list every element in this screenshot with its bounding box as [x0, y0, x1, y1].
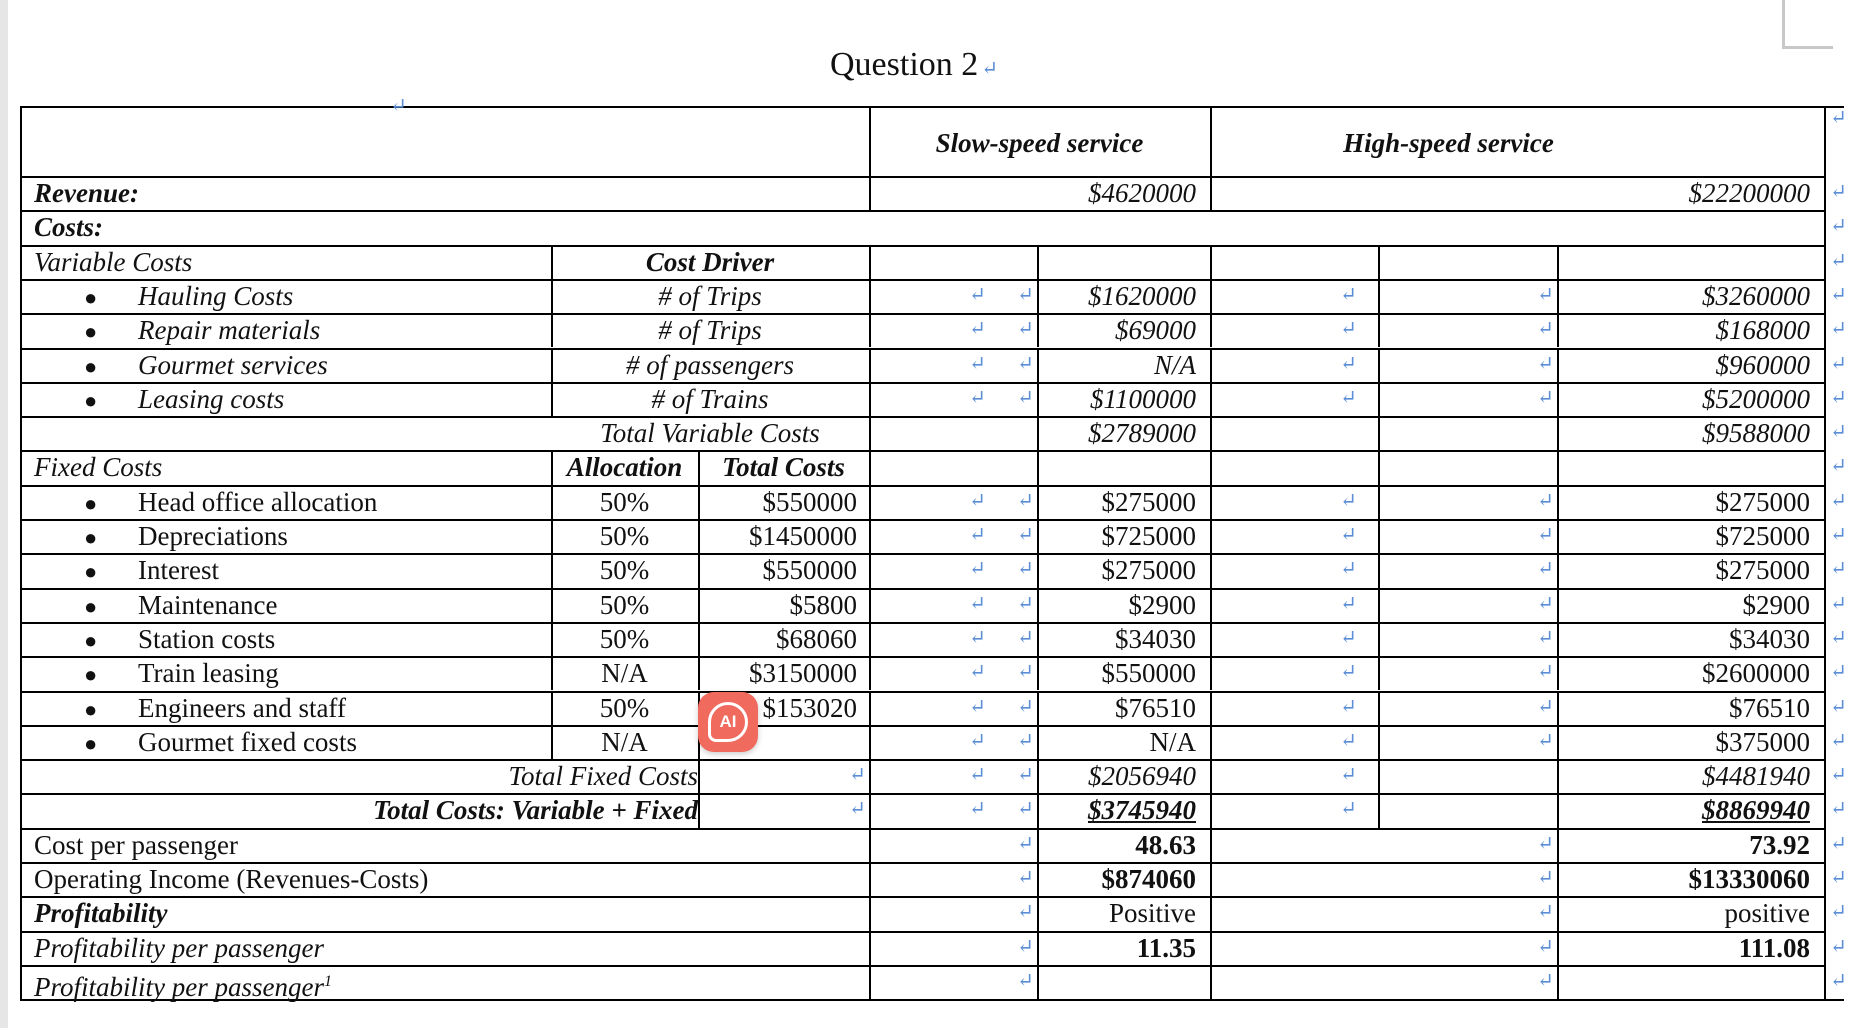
- summary-label: Profitability per passenger: [34, 932, 324, 963]
- cost-driver: # of passengers: [626, 349, 794, 380]
- column-divider: [1557, 450, 1559, 484]
- cell-marker-icon: ↵: [1017, 352, 1034, 375]
- cost-table: [20, 95, 1847, 1002]
- cell-marker-icon: ↵: [1830, 592, 1847, 615]
- column-divider: [1210, 896, 1212, 930]
- column-divider: [1210, 279, 1212, 313]
- cell-marker-icon: ↵: [1340, 386, 1357, 409]
- cell-marker-icon: ↵: [969, 352, 986, 375]
- cell-marker-icon: ↵: [1340, 592, 1357, 615]
- column-divider: [1378, 793, 1380, 827]
- cell-marker-icon: ↵: [390, 95, 407, 117]
- document-left-margin: [0, 0, 8, 1028]
- allocation: N/A: [601, 726, 648, 757]
- cost-driver: # of Trips: [658, 315, 762, 346]
- allocation: N/A: [601, 658, 648, 689]
- variable-cost-slow: $1100000: [1090, 383, 1196, 414]
- column-divider: [1378, 348, 1380, 382]
- cell-marker-icon: ↵: [1830, 764, 1847, 787]
- fixed-costs-label: Fixed Costs: [34, 452, 163, 483]
- page-corner-mark: [1782, 0, 1833, 49]
- fixed-cost-name: Gourmet fixed costs: [138, 726, 357, 757]
- cell-marker-icon: ↵: [1017, 832, 1034, 855]
- fixed-cost-high: $2900: [1742, 589, 1810, 620]
- column-divider: [1210, 656, 1212, 690]
- variable-cost-name: Repair materials: [138, 315, 321, 346]
- variable-cost-slow: $69000: [1115, 315, 1196, 346]
- cell-marker-icon: ↵: [1340, 283, 1357, 306]
- bullet-icon: ●: [84, 284, 98, 310]
- column-header-slow: Slow-speed service: [935, 128, 1144, 158]
- revenue-label: Revenue:: [34, 178, 139, 208]
- column-divider: [869, 348, 871, 382]
- column-divider: [1210, 828, 1212, 862]
- cell-marker-icon: ↵: [1830, 832, 1847, 855]
- column-divider: [869, 279, 871, 313]
- variable-cost-name: Leasing costs: [138, 383, 285, 414]
- fixed-cost-slow: $550000: [1101, 658, 1196, 689]
- column-divider: [869, 793, 871, 827]
- cell-marker-icon: ↵: [1537, 729, 1554, 752]
- cell-marker-icon: ↵: [1830, 181, 1847, 203]
- cell-marker-icon: ↵: [969, 798, 986, 821]
- summary-slow: Positive: [1108, 898, 1196, 929]
- cell-marker-icon: ↵: [969, 558, 986, 581]
- column-divider: [1378, 553, 1380, 587]
- cell-marker-icon: ↵: [1017, 558, 1034, 581]
- fixed-cost-slow: $275000: [1101, 555, 1196, 586]
- cell-marker-icon: ↵: [1017, 764, 1034, 787]
- column-divider: [869, 656, 871, 690]
- fixed-cost-slow: $76510: [1115, 692, 1196, 723]
- cell-marker-icon: ↵: [1830, 524, 1847, 546]
- table-border-right: [1824, 106, 1826, 1001]
- fixed-cost-slow: $2900: [1128, 589, 1196, 620]
- total-costs-high: $8869940: [1702, 795, 1810, 826]
- cell-marker-icon: ↵: [1830, 352, 1847, 375]
- column-divider: [1210, 519, 1212, 553]
- total-fixed-label: Total Fixed Costs: [508, 761, 698, 792]
- variable-cost-high: $960000: [1715, 349, 1810, 380]
- column-divider: [869, 896, 871, 930]
- cell-marker-icon: ↵: [1340, 695, 1357, 718]
- column-divider: [1210, 450, 1212, 484]
- column-divider: [698, 759, 700, 793]
- cell-marker-icon: ↵: [1830, 935, 1847, 958]
- column-divider: [1557, 245, 1559, 279]
- column-divider: [1378, 691, 1380, 725]
- allocation: 50%: [599, 486, 650, 517]
- summary-label: Profitability: [34, 898, 168, 929]
- cell-marker-icon: ↵: [1340, 524, 1357, 546]
- column-divider: [1210, 348, 1212, 382]
- fixed-cost-high: $34030: [1729, 623, 1810, 654]
- allocation: 50%: [599, 589, 650, 620]
- cell-marker-icon: ↵: [1340, 729, 1357, 752]
- fixed-cost-slow: $34030: [1115, 623, 1196, 654]
- cell-marker-icon: ↵: [1830, 626, 1847, 649]
- fixed-cost-name: Station costs: [138, 623, 276, 654]
- column-divider: [1378, 279, 1380, 313]
- fixed-cost-high: $76510: [1729, 692, 1810, 723]
- cell-marker-icon: ↵: [849, 798, 866, 821]
- page-title: Question 2 ↵: [830, 46, 999, 83]
- bullet-icon: ●: [84, 353, 98, 379]
- cell-marker-icon: ↵: [1017, 524, 1034, 546]
- cell-marker-icon: ↵: [1537, 352, 1554, 375]
- column-divider: [869, 588, 871, 622]
- column-divider: [1378, 416, 1380, 450]
- variable-cost-high: $3260000: [1702, 280, 1810, 311]
- return-mark: ↵: [981, 58, 999, 80]
- allocation: 50%: [599, 623, 650, 654]
- cell-marker-icon: ↵: [1017, 969, 1034, 992]
- total-costs-slow: $3745940: [1088, 795, 1196, 826]
- bullet-icon: ●: [84, 490, 98, 516]
- cell-marker-icon: ↵: [1830, 558, 1847, 581]
- variable-costs-label: Variable Costs: [34, 246, 193, 277]
- summary-label: Profitability per passenger$^1$: [34, 971, 332, 1002]
- cell-marker-icon: ↵: [1340, 764, 1357, 787]
- variable-cost-name: Gourmet services: [138, 349, 328, 380]
- bullet-icon: ●: [84, 662, 98, 688]
- column-divider: [1210, 965, 1212, 999]
- fixed-cost-name: Interest: [138, 555, 219, 586]
- column-divider: [869, 553, 871, 587]
- summary-slow: $874060: [1101, 864, 1196, 894]
- column-divider: [1210, 793, 1212, 827]
- column-divider: [1210, 622, 1212, 656]
- cell-marker-icon: ↵: [1537, 832, 1554, 855]
- fixed-cost-total: $550000: [762, 555, 857, 586]
- cell-marker-icon: ↵: [1017, 729, 1034, 752]
- column-divider: [1378, 485, 1380, 519]
- column-divider: [869, 485, 871, 519]
- fixed-cost-high: $725000: [1715, 521, 1810, 551]
- table-border-top: [20, 106, 1844, 108]
- bullet-icon: ●: [84, 593, 98, 619]
- allocation: 50%: [599, 521, 650, 551]
- bullet-icon: ●: [84, 627, 98, 653]
- fixed-cost-total: $1450000: [749, 521, 857, 551]
- cell-marker-icon: ↵: [969, 592, 986, 615]
- cell-marker-icon: ↵: [969, 626, 986, 649]
- cell-marker-icon: ↵: [1340, 798, 1357, 821]
- allocation: 50%: [599, 555, 650, 586]
- cell-marker-icon: ↵: [1537, 524, 1554, 546]
- cell-marker-icon: ↵: [1017, 798, 1034, 821]
- cell-marker-icon: ↵: [1017, 935, 1034, 958]
- fixed-cost-high: $2600000: [1702, 658, 1810, 689]
- column-divider: [1378, 725, 1380, 759]
- cell-marker-icon: ↵: [849, 764, 866, 787]
- ai-icon: AI: [708, 702, 748, 742]
- cost-driver-header: Cost Driver: [645, 246, 775, 277]
- cell-marker-icon: ↵: [1340, 352, 1357, 375]
- column-header-high: High-speed service: [1343, 128, 1554, 158]
- fixed-cost-high: $275000: [1715, 486, 1810, 517]
- allocation-header: Allocation: [566, 452, 683, 483]
- costs-label: Costs:: [34, 212, 104, 243]
- cell-marker-icon: ↵: [969, 695, 986, 718]
- cell-marker-icon: ↵: [1830, 421, 1847, 444]
- cell-marker-icon: ↵: [1340, 626, 1357, 649]
- bullet-icon: ●: [84, 696, 98, 722]
- variable-cost-high: $5200000: [1702, 383, 1810, 414]
- column-divider: [1378, 622, 1380, 656]
- column-divider: [1210, 416, 1212, 450]
- cell-marker-icon: ↵: [1830, 318, 1847, 341]
- bullet-icon: ●: [84, 319, 98, 345]
- column-divider: [1378, 245, 1380, 279]
- cell-marker-icon: ↵: [1830, 798, 1847, 821]
- revenue-high: $22200000: [1688, 178, 1810, 208]
- column-divider: [1037, 965, 1039, 999]
- column-divider: [869, 450, 871, 484]
- column-divider: [698, 793, 700, 827]
- cell-marker-icon: ↵: [1017, 867, 1034, 889]
- fixed-cost-name: Train leasing: [138, 658, 279, 689]
- total-variable-slow: $2789000: [1088, 418, 1196, 449]
- cell-marker-icon: ↵: [969, 386, 986, 409]
- column-divider: [869, 382, 871, 416]
- column-divider: [1210, 382, 1212, 416]
- cell-marker-icon: ↵: [1537, 867, 1554, 889]
- bullet-icon: ●: [84, 559, 98, 585]
- total-variable-label: Total Variable Costs: [600, 418, 820, 449]
- cell-marker-icon: ↵: [1017, 489, 1034, 512]
- column-divider: [869, 965, 871, 999]
- column-divider: [1378, 382, 1380, 416]
- summary-label: Operating Income (Revenues-Costs): [34, 864, 429, 894]
- cell-marker-icon: ↵: [1017, 695, 1034, 718]
- column-divider: [869, 725, 871, 759]
- cell-marker-icon: ↵: [969, 764, 986, 787]
- cell-marker-icon: ↵: [1830, 455, 1847, 478]
- cell-marker-icon: ↵: [1017, 626, 1034, 649]
- bullet-icon: ●: [84, 730, 98, 756]
- cell-marker-icon: ↵: [969, 489, 986, 512]
- bullet-icon: ●: [84, 525, 98, 550]
- cell-marker-icon: ↵: [1017, 283, 1034, 306]
- cell-marker-icon: ↵: [1537, 558, 1554, 581]
- cell-marker-icon: ↵: [1830, 661, 1847, 684]
- column-divider: [869, 245, 871, 279]
- summary-high: 73.92: [1749, 829, 1810, 860]
- column-divider: [1378, 588, 1380, 622]
- fixed-cost-slow: N/A: [1149, 726, 1196, 757]
- cell-marker-icon: ↵: [969, 661, 986, 684]
- cell-marker-icon: ↵: [1830, 867, 1847, 889]
- cost-driver: # of Trains: [651, 383, 769, 414]
- cell-marker-icon: ↵: [1017, 386, 1034, 409]
- fixed-cost-name: Maintenance: [138, 589, 278, 620]
- cell-marker-icon: ↵: [1017, 318, 1034, 341]
- cell-marker-icon: ↵: [1830, 489, 1847, 512]
- ai-assistant-button[interactable]: [698, 692, 758, 752]
- cell-marker-icon: ↵: [1340, 558, 1357, 581]
- column-divider: [1378, 450, 1380, 484]
- row-divider: [20, 416, 1824, 418]
- cell-marker-icon: ↵: [1830, 386, 1847, 409]
- fixed-cost-total: $68060: [776, 623, 857, 654]
- cell-marker-icon: ↵: [1830, 695, 1847, 718]
- fixed-cost-total: $3150000: [749, 658, 857, 689]
- fixed-cost-total: $550000: [762, 486, 857, 517]
- column-divider: [869, 828, 871, 862]
- cell-marker-icon: ↵: [1830, 215, 1847, 238]
- variable-cost-slow: $1620000: [1088, 280, 1196, 311]
- column-divider: [1210, 862, 1212, 896]
- cell-marker-icon: ↵: [1017, 661, 1034, 684]
- summary-slow: 48.63: [1135, 829, 1196, 860]
- cell-marker-icon: ↵: [1830, 283, 1847, 306]
- cell-marker-icon: ↵: [969, 524, 986, 546]
- column-divider: [1210, 245, 1212, 279]
- cell-marker-icon: ↵: [1830, 107, 1847, 129]
- cell-marker-icon: ↵: [1537, 969, 1554, 992]
- cell-marker-icon: ↵: [1537, 592, 1554, 615]
- cell-marker-icon: ↵: [1017, 592, 1034, 615]
- cell-marker-icon: ↵: [1537, 626, 1554, 649]
- cell-marker-icon: ↵: [1830, 901, 1847, 924]
- summary-label: Cost per passenger: [34, 829, 238, 860]
- column-divider: [869, 691, 871, 725]
- cell-marker-icon: ↵: [969, 318, 986, 341]
- column-divider: [1210, 588, 1212, 622]
- cell-marker-icon: ↵: [1340, 661, 1357, 684]
- column-divider: [869, 931, 871, 965]
- total-costs-header: Total Costs: [722, 452, 845, 483]
- column-divider: [1210, 485, 1212, 519]
- cell-marker-icon: ↵: [1537, 661, 1554, 684]
- column-divider: [1378, 759, 1380, 793]
- column-divider: [869, 519, 871, 553]
- cell-marker-icon: ↵: [1830, 969, 1847, 992]
- cell-marker-icon: ↵: [969, 729, 986, 752]
- total-variable-high: $9588000: [1702, 418, 1810, 449]
- column-divider: [1210, 725, 1212, 759]
- cell-marker-icon: ↵: [1537, 386, 1554, 409]
- cell-marker-icon: ↵: [1537, 318, 1554, 341]
- cell-marker-icon: ↵: [1340, 318, 1357, 341]
- fixed-cost-name: Engineers and staff: [138, 692, 346, 723]
- summary-high: 111.08: [1738, 932, 1810, 963]
- allocation: 50%: [599, 692, 650, 723]
- summary-slow: 11.35: [1136, 932, 1196, 963]
- cell-marker-icon: ↵: [1830, 249, 1847, 272]
- summary-high: $13330060: [1688, 864, 1810, 894]
- column-divider: [869, 759, 871, 793]
- total-fixed-slow: $2056940: [1088, 761, 1196, 792]
- column-divider: [1037, 450, 1039, 484]
- cell-marker-icon: ↵: [1017, 901, 1034, 924]
- column-divider: [1210, 313, 1212, 347]
- fixed-cost-total: $5800: [789, 589, 857, 620]
- fixed-cost-name: Head office allocation: [138, 486, 378, 517]
- column-divider: [1378, 656, 1380, 690]
- variable-cost-name: Hauling Costs: [138, 280, 294, 311]
- column-divider: [869, 622, 871, 656]
- column-divider: [1037, 245, 1039, 279]
- total-costs-label: Total Costs: Variable + Fixed: [373, 795, 698, 826]
- revenue-slow: $4620000: [1088, 178, 1196, 208]
- column-divider: [1378, 313, 1380, 347]
- fixed-cost-slow: $275000: [1101, 486, 1196, 517]
- column-divider: [1210, 553, 1212, 587]
- variable-cost-slow: N/A: [1153, 349, 1196, 380]
- cell-marker-icon: ↵: [1340, 489, 1357, 512]
- fixed-cost-total: $153020: [762, 692, 857, 723]
- column-divider: [869, 862, 871, 896]
- cell-marker-icon: ↵: [1537, 489, 1554, 512]
- cell-marker-icon: ↵: [1830, 729, 1847, 752]
- fixed-cost-high: $375000: [1715, 726, 1810, 757]
- total-fixed-high: $4481940: [1702, 761, 1810, 792]
- column-divider: [1210, 759, 1212, 793]
- cost-driver: # of Trips: [658, 280, 762, 311]
- column-divider: [1378, 519, 1380, 553]
- variable-cost-high: $168000: [1715, 315, 1810, 346]
- cell-marker-icon: ↵: [1537, 695, 1554, 718]
- cell-marker-icon: ↵: [1537, 901, 1554, 924]
- summary-high: positive: [1724, 898, 1810, 929]
- column-divider: [1210, 931, 1212, 965]
- cell-marker-icon: ↵: [969, 283, 986, 306]
- cell-marker-icon: ↵: [1537, 283, 1554, 306]
- fixed-cost-name: Depreciations: [138, 521, 288, 551]
- column-divider: [1557, 965, 1559, 999]
- column-divider: [869, 313, 871, 347]
- fixed-cost-slow: $725000: [1101, 521, 1196, 551]
- fixed-cost-high: $275000: [1715, 555, 1810, 586]
- bullet-icon: ●: [84, 387, 98, 413]
- column-divider: [1210, 691, 1212, 725]
- cell-marker-icon: ↵: [1537, 935, 1554, 958]
